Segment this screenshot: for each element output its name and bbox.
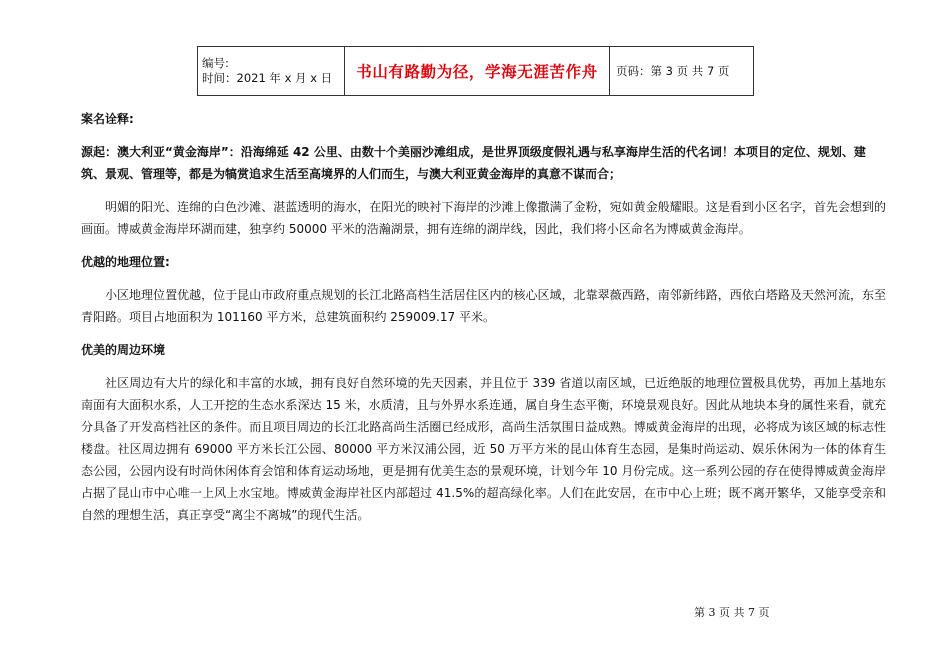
case-name-heading: 案名诠释: <box>81 112 134 126</box>
origin-paragraph: 源起：澳大利亚“黄金海岸”：沿海绵延 42 公里、由数十个美丽沙滩组成，是世界顶级度假礼遇与私享海岸生活的代名词！本项目的定位、规划、建筑、景观、管理等，都是为犒赏追求生活至高境界的人们而生，与澳大利亚黄金海岸的真意不谋而合； <box>81 145 866 181</box>
document-time-label: 时间：2021 年 x 月 x 日 <box>202 71 333 85</box>
header-page-number: 页码：第 3 页 共 7 页 <box>610 47 754 96</box>
header-motto: 书山有路勤为径，学海无涯苦作舟 <box>345 47 610 96</box>
header-table <box>197 46 754 96</box>
location-paragraph: 小区地理位置优越，位于昆山市政府重点规划的长江北路高档生活居住区内的核心区域，北靠翠薇西路，南邻新纬路，西依白塔路及天然河流，东至青阳路。项目占地面积为 101160 平方米，总建筑面积约 259009.17 平米。 <box>81 288 886 324</box>
header-meta-cell <box>198 47 345 96</box>
origin-description-paragraph: 明媚的阳光、连绵的白色沙滩、湛蓝透明的海水，在阳光的映衬下海岸的沙滩上像撒满了金粉，宛如黄金般耀眼。这是看到小区名字，首先会想到的画面。博威黄金海岸环湖而建，独享约 50000 平米的浩瀚湖景，拥有连绵的湖岸线，因此，我们将小区命名为博威黄金海岸。 <box>81 200 886 236</box>
document-body <box>81 108 886 526</box>
environment-heading: 优美的周边环境 <box>81 343 166 357</box>
environment-paragraph: 社区周边有大片的绿化和丰富的水域，拥有良好自然环境的先天因素，并且位于 339 省道以南区域，已近绝版的地理位置极具优势，再加上基地东南面有大面积水系，人工开挖的生态水系深达 15 米，水质清，且与外界水系连通，属自身生态平衡，环境景观良好。因此从地块本身的属性来看，就充分具备了开发高档社区的条件。而且项目周边的长江北路高尚生活圈已经成形，高尚生活氛围日益成熟。博威黄金海岸的出现，必将成为该区域的标志性楼盘。社区周边拥有 69000 平方米长江公园、80000 平方米汉浦公园，近 50 万平方米的昆山体育生态园，是集时尚运动、娱乐休闲为一体的体育生态公园，公园内设有时尚休闲体育会馆和体育运动场地，更是拥有优美生态的景观环境，计划今年 10 月份完成。这一系列公园的存在使得博威黄金海岸占据了昆山市中心唯一上风上水宝地。博威黄金海岸社区内部超过 41.5%的超高绿化率。人们在此安居，在市中心上班；既不离开繁华，又能享受亲和自然的理想生活，真正享受“离尘不离城”的现代生活。 <box>81 376 886 522</box>
page-footer: 第 3 页 共 7 页 <box>694 606 770 619</box>
document-number-label: 编号: <box>202 56 229 70</box>
location-heading: 优越的地理位置: <box>81 255 170 269</box>
